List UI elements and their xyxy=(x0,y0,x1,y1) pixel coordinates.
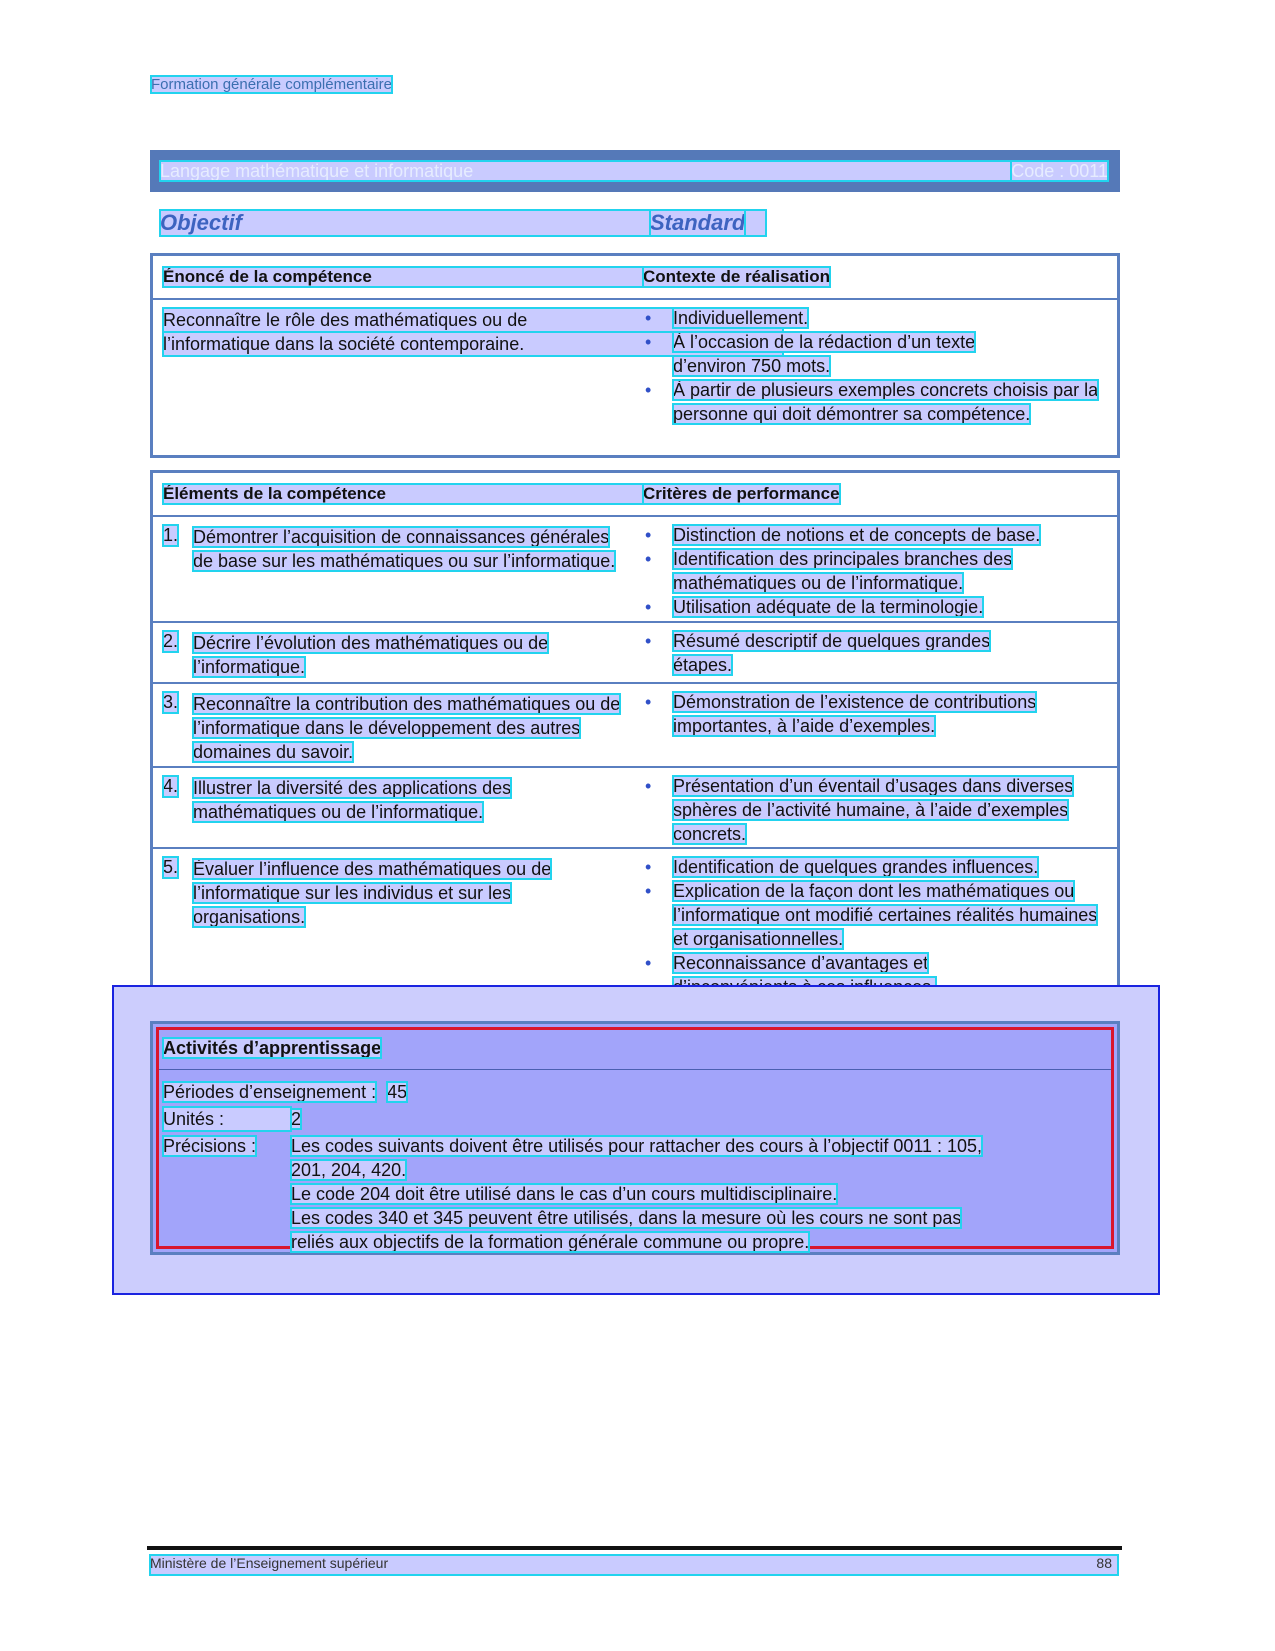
critere-item: • Reconnaissance d’avantages et xyxy=(643,951,983,999)
objectif-label: Objectif xyxy=(160,210,766,236)
criteres-list xyxy=(643,690,1093,738)
labels-row xyxy=(160,210,1080,236)
title-bar xyxy=(150,150,1120,192)
critere-item: • Présentation d’un éventail d’usages dans diverses sphères de l’activité humaine, à l’aide d’exemples concrets. xyxy=(643,774,1103,846)
competence-box xyxy=(150,253,1120,458)
standard-label: Standard xyxy=(650,210,746,235)
critere-item: • Explication de la façon dont les mathématiques ou l’informatique ont modifié certaines réalités humaines et organisationnelles. xyxy=(643,879,1113,951)
critere-item: • Résumé descriptif de quelques grandes étapes. xyxy=(643,629,1043,677)
element-text: Évaluer l’influence des mathématiques ou de l’informatique sur les individus et sur les organisations. xyxy=(193,859,552,927)
footer xyxy=(150,1555,1118,1575)
activities-box xyxy=(150,1021,1120,1255)
contexte-item: • À l’occasion de la rédaction d’un texte d’environ 750 mots. xyxy=(643,330,1033,378)
criteres-heading: Critères de performance xyxy=(643,484,840,503)
precisions-label: Précisions : xyxy=(163,1136,257,1156)
elements-heading: Éléments de la compétence xyxy=(163,484,769,504)
enonce-heading: Énoncé de la compétence xyxy=(163,267,769,287)
critere-item: • Utilisation adéquate de la terminologie. xyxy=(643,595,1103,619)
criteres-list xyxy=(643,629,1043,677)
course-title: Langage mathématique et informatique xyxy=(160,161,1060,181)
criteres-list xyxy=(643,774,1103,846)
unites-label: Unités : xyxy=(163,1107,291,1131)
enonce-line: l’informatique dans la société contemporaine. xyxy=(163,332,783,356)
contexte-item: • À partir de plusieurs exemples concrets choisis par la personne qui doit démontrer sa compétence. xyxy=(643,378,1103,426)
element-text: Illustrer la diversité des applications des mathématiques ou de l’informatique. xyxy=(193,778,512,822)
footer-rule xyxy=(147,1546,1122,1550)
element-row-1: 1. Démontrer l’acquisition de connaissances générales de base sur les mathématiques ou sur l’informatique. • Distinction de notions et de concepts de base. • Identification des principales branches des mathématiques ou de l’informatique. • Utilisation adéquate de la terminologie. xyxy=(153,517,1117,623)
element-text: Démontrer l’acquisition de connaissances générales de base sur les mathématiques ou sur l’informatique. xyxy=(193,527,616,571)
element-row-5: 5. Évaluer l’influence des mathématiques ou de l’informatique sur les individus et sur les organisations. • Identification de quelques grandes influences. • Explication de la façon dont les mathématiques ou l’informatique ont modifié certaines réalités humaines et organisationnelles. • Reconnaissance d’avantages et xyxy=(153,849,1117,999)
footer-ministry: Ministère de l’Enseignement supérieur xyxy=(150,1555,389,1571)
criteres-list xyxy=(643,855,1113,999)
course-code: Code : 0011 xyxy=(1011,161,1108,181)
critere-item: • Distinction de notions et de concepts de base. xyxy=(643,523,1103,547)
critere-item: • Identification de quelques grandes influences. xyxy=(643,855,1113,879)
page-number: 88 xyxy=(1096,1555,1112,1571)
periodes-value: 45 xyxy=(387,1082,408,1102)
contexte-item: • Individuellement. xyxy=(643,306,1113,330)
element-text: Décrire l’évolution des mathématiques ou de l’informatique. xyxy=(193,633,549,677)
precisions-text: Les codes suivants doivent être utilisés pour rattacher des cours à l’objectif 0011 : 105, 201, 204, 420. Le code 204 doit être utilisé dans le cas d’un cours multidisciplinaire. Les codes 340 et 345 peuvent être utilisés, dans la mesure où les cours ne sont pas reliés aux objectifs de la formation générale commune ou propre. xyxy=(291,1136,983,1252)
elements-box xyxy=(150,470,1120,1007)
element-row-3: 3. Reconnaître la contribution des mathématiques ou de l’informatique dans le développement des autres domaines du savoir. • Démonstration de l’existence de contributions importantes, à l’aide d’exemples. xyxy=(153,684,1117,768)
unites-value: 2 xyxy=(291,1109,302,1129)
critere-item: • Démonstration de l’existence de contributions importantes, à l’aide d’exemples. xyxy=(643,690,1093,738)
critere-item: • Identification des principales branches des mathématiques ou de l’informatique. xyxy=(643,547,1083,595)
contexte-heading: Contexte de réalisation xyxy=(643,267,831,286)
element-text: Reconnaître la contribution des mathématiques ou de l’informatique dans le développement des autres domaines du savoir. xyxy=(193,694,621,762)
criteres-list xyxy=(643,523,1103,619)
contexte-list xyxy=(643,306,1113,426)
periodes-label: Périodes d’enseignement : xyxy=(163,1082,377,1102)
element-row-2: 2. Décrire l’évolution des mathématiques ou de l’informatique. • Résumé descriptif de quelques grandes étapes. xyxy=(153,623,1117,684)
document-header: Formation générale complémentaire xyxy=(151,76,392,93)
activities-heading: Activités d’apprentissage xyxy=(163,1038,382,1058)
element-row-4: 4. Illustrer la diversité des applications des mathématiques ou de l’informatique. • Présentation d’un éventail d’usages dans diverses sphères de l’activité humaine, à l’aide d’exemples concrets. xyxy=(153,768,1117,849)
enonce-line: Reconnaître le rôle des mathématiques ou de xyxy=(163,308,783,332)
